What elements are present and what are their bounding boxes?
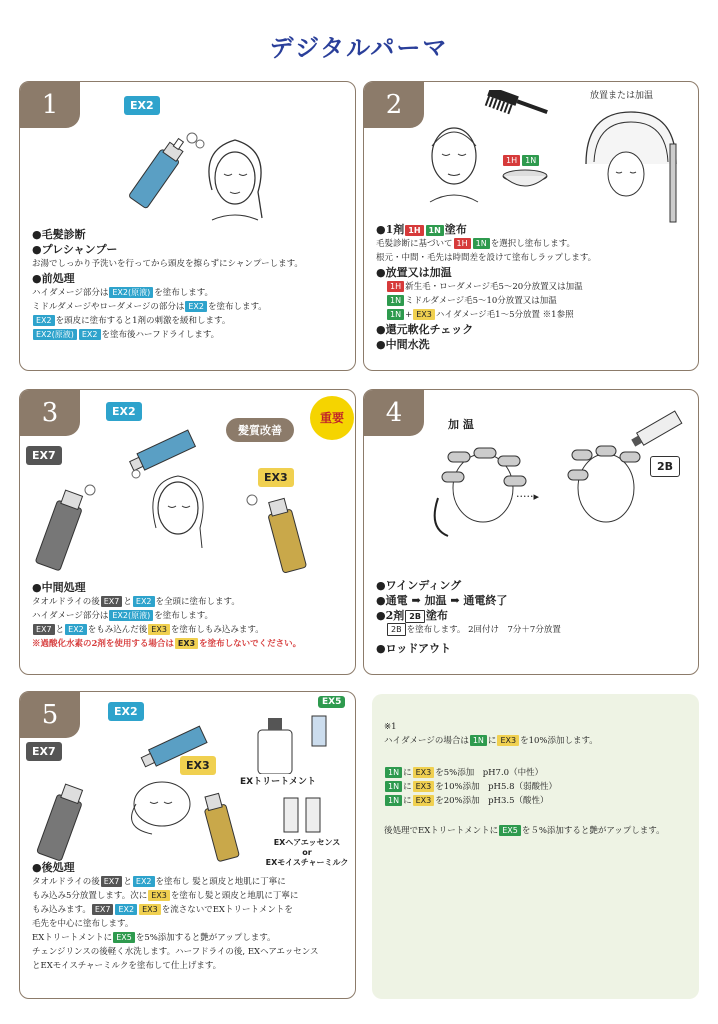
1n-tag: 1N bbox=[385, 781, 402, 792]
mid-line-1: タオルドライの後 EX7 と EX2 を全頭に塗布します。 bbox=[32, 597, 240, 607]
spray-bottle-icon bbox=[242, 484, 322, 574]
section-power: ●通電 ➡ 加温 ➡ 通電終了 bbox=[376, 594, 508, 607]
pretreatment-line-2: ミドルダメージやローダメージの部分は EX2 を塗布します。 bbox=[32, 302, 267, 312]
ex3-tag: EX3 bbox=[413, 309, 435, 320]
2b-tag: 2B bbox=[405, 610, 425, 623]
step-number: 3 bbox=[20, 390, 80, 436]
1n-tag: 1N bbox=[470, 735, 487, 746]
ex3-tag: EX3 bbox=[139, 904, 161, 915]
ex3-callout: EX3 bbox=[258, 468, 294, 487]
section-hair-diagnosis: ●毛髪診断 bbox=[32, 228, 86, 241]
step-3-panel bbox=[19, 389, 356, 675]
or-label: or bbox=[302, 848, 312, 857]
post-line-1: タオルドライの後 EX7 と EX2 を塗布し 髪と頭皮と地肌に丁寧に bbox=[32, 877, 286, 887]
section-winding: ●ワインディング bbox=[376, 579, 462, 592]
ex3-tag: EX3 bbox=[413, 795, 435, 806]
pretreatment-line-3: EX2 を頭皮に塗布すると1剤の刺激を緩和します。 bbox=[32, 314, 303, 328]
1h-tag: 1H bbox=[454, 238, 471, 249]
preshampoo-text: お湯でしっかり予洗いを行ってから頭皮を擦らずにシャンプーします。 bbox=[32, 259, 303, 269]
ex2-tag: EX2(原液) bbox=[33, 329, 77, 340]
note-line-2: 後処理でEXトリートメントに EX5 を５%添加すると艶がアップします。 bbox=[384, 826, 665, 836]
ex5-callout: EX5 bbox=[318, 696, 345, 708]
section-mid-rinse: ●中間水洗 bbox=[376, 338, 430, 351]
rod-winding-illustration bbox=[428, 438, 538, 538]
section-rod-out: ●ロッドアウト bbox=[376, 642, 452, 655]
ex-treatment-label: EXトリートメント bbox=[240, 777, 316, 787]
ex7-callout: EX7 bbox=[26, 742, 62, 761]
pretreatment-line-1: ハイダメージ部分は EX2(原液) を塗布します。 bbox=[32, 288, 214, 298]
heater-illustration bbox=[576, 104, 686, 224]
step-4-panel bbox=[363, 389, 699, 675]
post-line-3: もみ込みます。 EX7 EX2 EX3 を流さないでEXトリートメントを bbox=[32, 905, 293, 915]
note-panel bbox=[372, 694, 699, 999]
ex2-tag: EX2 bbox=[115, 904, 137, 915]
bowl-icon bbox=[500, 168, 550, 190]
hair-essence-label: EXヘアエッセンス bbox=[273, 838, 341, 847]
1n-tag: 1N bbox=[473, 238, 490, 249]
ex3-tag: EX3 bbox=[148, 890, 170, 901]
1n-tag: 1N bbox=[387, 309, 404, 320]
post-line-4: 毛先を中心に塗布します。 bbox=[32, 919, 134, 929]
peroxide-warning: ※過酸化水素の2剤を使用する場合は EX3 を塗布しないでください。 bbox=[32, 639, 302, 649]
step-5-panel bbox=[19, 691, 356, 999]
ex5-tag: EX5 bbox=[499, 825, 521, 836]
1h-tag: 1H bbox=[405, 225, 423, 236]
ex7-tag: EX7 bbox=[101, 876, 123, 887]
section-post-treatment: ●後処理 bbox=[32, 861, 75, 874]
spray-bottle-icon bbox=[190, 782, 250, 862]
leave-row-2: 1N ミドルダメージ毛5〜10分放置又は加温 bbox=[376, 294, 596, 308]
step-2-panel bbox=[363, 81, 699, 371]
ex5-tag: EX5 bbox=[113, 932, 135, 943]
spray-bottle-icon bbox=[30, 474, 100, 574]
spray-bottle-icon bbox=[30, 768, 100, 868]
ex7-tag: EX7 bbox=[92, 904, 114, 915]
section-leave-or-heat: ●放置又は加温 bbox=[376, 266, 452, 279]
essence-bottles-icon bbox=[278, 790, 328, 834]
ph-row: 1N に EX3 を10%添加 pH5.8（弱酸性） bbox=[384, 780, 665, 794]
step-number: 2 bbox=[364, 82, 424, 128]
ex3-tag: EX3 bbox=[497, 735, 519, 746]
ex2-tag: EX2 bbox=[185, 301, 207, 312]
post-line-5: EXトリートメントに EX5 を5%添加すると艶がアップします。 bbox=[32, 933, 276, 943]
1h-tag: 1H bbox=[503, 155, 520, 166]
ex2-tag: EX2(原液) bbox=[109, 610, 153, 621]
leave-row-3: 1N + EX3 ハイダメージ毛1〜5分放置 ※1参照 bbox=[376, 308, 596, 322]
section-second-agent: ●2剤 2B 塗布 bbox=[376, 609, 448, 622]
1n-tag: 1N bbox=[385, 767, 402, 778]
step-number: 5 bbox=[20, 692, 80, 738]
ex2-callout: EX2 bbox=[106, 402, 142, 421]
label-leave-or-heat: 放置または加温 bbox=[590, 91, 654, 101]
ex2-tag: EX2 bbox=[133, 876, 155, 887]
pretreatment-line-4: EX2(原液) EX2 を塗布後ハーフドライします。 bbox=[32, 328, 303, 342]
ex3-tag: EX3 bbox=[175, 638, 198, 649]
section-preshampoo: ●プレシャンプー bbox=[32, 243, 118, 256]
ex2-tag: EX2 bbox=[65, 624, 87, 635]
ex2-tag: EX2(原液) bbox=[109, 287, 153, 298]
tube-icon bbox=[136, 722, 216, 772]
ph-row: 1N に EX3 を20%添加 pH3.5（酸性） bbox=[384, 794, 665, 808]
1n-tag: 1N bbox=[426, 225, 444, 236]
ex3-callout: EX3 bbox=[180, 756, 216, 775]
mid-line-2: ハイダメージ部分は EX2(原液) を塗布します。 bbox=[32, 611, 214, 621]
ex2-callout: EX2 bbox=[124, 96, 160, 115]
ex2-tag: EX2 bbox=[133, 596, 155, 607]
step-number: 4 bbox=[364, 390, 424, 436]
1h-tag: 1H bbox=[387, 281, 404, 292]
ex7-callout: EX7 bbox=[26, 446, 62, 465]
ex7-tag: EX7 bbox=[101, 596, 123, 607]
step-number: 1 bbox=[20, 82, 80, 128]
step-1-panel bbox=[19, 81, 356, 371]
face-illustration bbox=[416, 116, 492, 204]
tag-row-top bbox=[502, 150, 540, 169]
face-illustration bbox=[192, 130, 278, 225]
section-mid-treatment: ●中間処理 bbox=[32, 581, 86, 594]
1n-tag: 1N bbox=[522, 155, 539, 166]
second-agent-line: 2B を塗布します。 2回付け 7分＋7分放置 bbox=[376, 623, 561, 637]
tube-icon bbox=[628, 410, 688, 450]
note-line-1: ハイダメージの場合は 1N に EX3 を10%添加します。 bbox=[384, 736, 598, 746]
hair-improvement-badge: 髪質改善 bbox=[226, 418, 294, 442]
post-line-6: チェンジリンスの後軽く水洗します。ハーフドライの後, EXヘアエッセンス bbox=[32, 947, 319, 957]
ex2-tag: EX2 bbox=[79, 329, 101, 340]
flow-arrow: ·····▸ bbox=[516, 490, 540, 503]
mid-line-3: EX7 と EX2 をもみ込んだ後 EX3 を塗布しもみ込みます。 bbox=[32, 623, 301, 637]
face-illustration bbox=[140, 468, 216, 556]
ex3-tag: EX3 bbox=[413, 767, 435, 778]
2b-tag: 2B bbox=[387, 623, 406, 636]
moisture-milk-label: EXモイスチャーミルク bbox=[265, 858, 349, 867]
post-line-7: とEXモイスチャーミルクを塗布して仕上げます。 bbox=[32, 961, 222, 971]
ex3-tag: EX3 bbox=[148, 624, 170, 635]
important-badge: 重要 bbox=[310, 396, 354, 440]
ex2-tag: EX2 bbox=[33, 315, 55, 326]
tube-icon bbox=[302, 710, 342, 750]
first-agent-line-1: 毛髪診断に基づいて 1H 1N を選択し塗布します。 bbox=[376, 239, 576, 249]
section-softening-check: ●還元軟化チェック bbox=[376, 323, 474, 336]
first-agent-line-2: 根元・中間・毛先は時間差を設けて塗布しラップします。 bbox=[376, 253, 597, 263]
1n-tag: 1N bbox=[385, 795, 402, 806]
section-first-agent: ●1剤 1H 1N 塗布 bbox=[376, 223, 467, 236]
page-title: デジタルパーマ bbox=[269, 33, 449, 62]
ex2-callout: EX2 bbox=[108, 702, 144, 721]
section-pretreatment: ●前処理 bbox=[32, 272, 75, 285]
ex3-tag: EX3 bbox=[413, 781, 435, 792]
post-line-2: もみ込み5分放置します。次に EX3 を塗布し髪と頭皮と地肌に丁寧に bbox=[32, 891, 299, 901]
treatment-bottle-icon bbox=[250, 714, 300, 774]
note-mark: ※1 bbox=[384, 722, 397, 732]
heat-label: 加 温 bbox=[448, 418, 474, 431]
rod-winding-illustration bbox=[556, 438, 656, 534]
ph-row: 1N に EX3 を5%添加 pH7.0（中性） bbox=[384, 766, 665, 780]
leave-row-1: 1H 新生毛・ローダメージ毛5〜20分放置又は加温 bbox=[376, 280, 596, 294]
1n-tag: 1N bbox=[387, 295, 404, 306]
ex7-tag: EX7 bbox=[33, 624, 55, 635]
2b-callout: 2B bbox=[650, 456, 680, 477]
